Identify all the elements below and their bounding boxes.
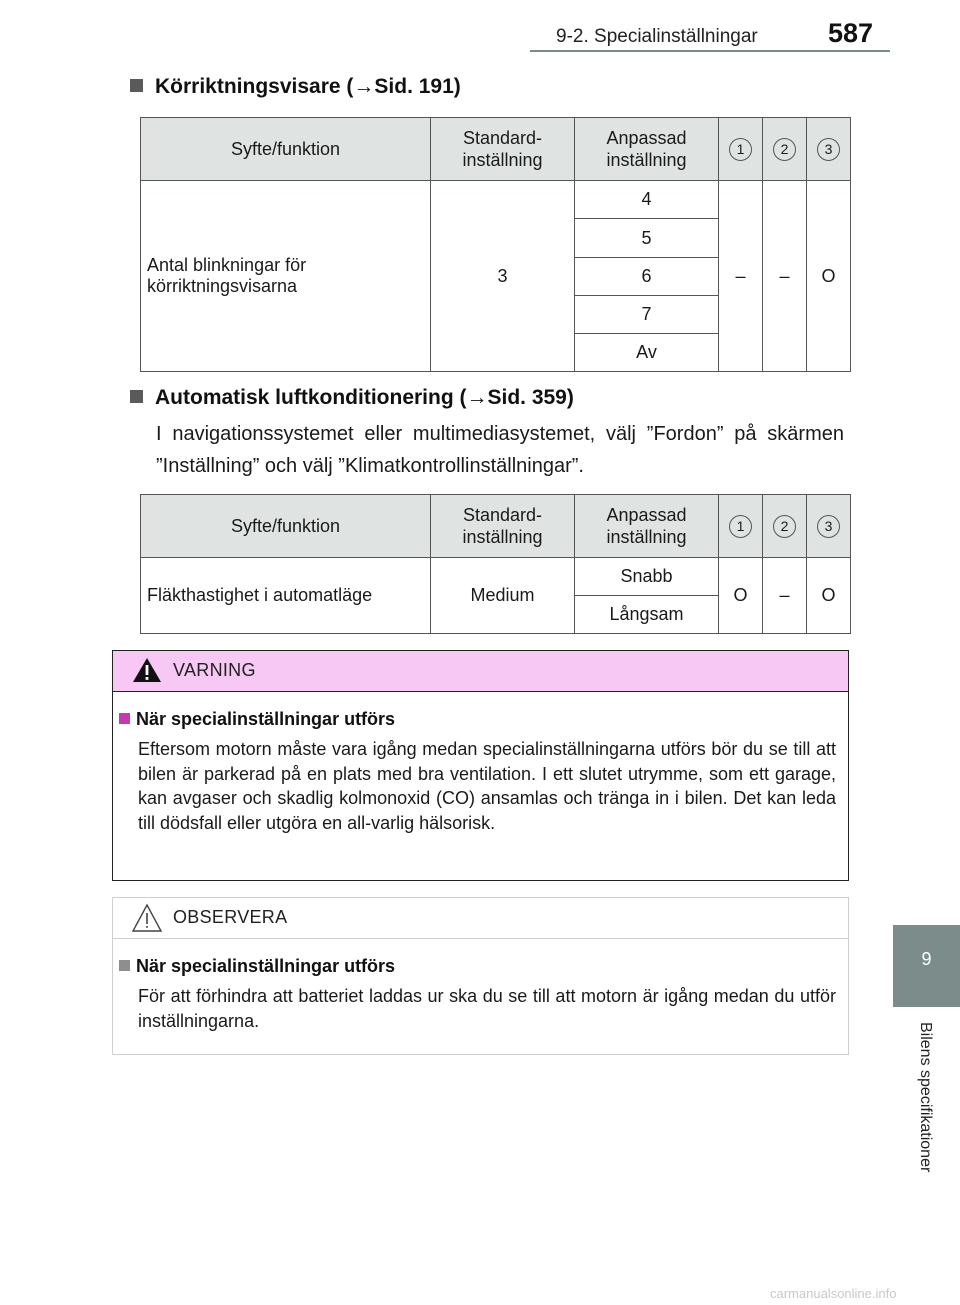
header-custom: Anpassad inställning [575, 495, 719, 558]
cell-mark-3: O [807, 181, 851, 372]
header-rule [530, 50, 890, 52]
circled-number-1-icon: 1 [729, 515, 752, 538]
chapter-tab [893, 925, 960, 1007]
cell-option: 5 [575, 219, 719, 258]
cell-option: 6 [575, 258, 719, 296]
cell-mark-1: – [719, 181, 763, 372]
cell-option: 4 [575, 181, 719, 219]
section-description: I navigationssystemet eller multimediasystemet, välj ”Fordon” på skärmen ”Inställning” och välj ”Klimatkontrollinställningar”. [156, 423, 844, 477]
chapter-tab-number: 9 [921, 949, 932, 969]
notice-title: OBSERVERA [173, 907, 288, 927]
cell-standard: Medium [431, 558, 575, 634]
cell-mark-2: – [763, 558, 807, 634]
page-reference: Sid. 359) [487, 386, 574, 409]
warning-text: Eftersom motorn måste vara igång medan specialinställningarna utförs bör du se till att bilen är parkerad på en plats med bra ventilation. I ett slutet utrymme, som ett garage, kan avgaser och skadlig kolmonoxid (CO) ansamlas och tränga in i bilen. Det kan leda till dödsfall eller utgöra en all-varlig hälsorisk. [138, 739, 836, 833]
header-col-2 [763, 118, 807, 181]
notice-text: För att förhindra att batteriet laddas ur ska du se till att motorn är igång medan du utför inställningarna. [138, 986, 836, 1031]
header-purpose: Syfte/funktion [141, 118, 431, 181]
cell-option: Långsam [575, 596, 719, 634]
cell-mark-1: O [719, 558, 763, 634]
section-heading-text: Automatisk luftkonditionering ( [155, 386, 467, 409]
cell-purpose: Fläkthastighet i automatläge [141, 558, 431, 634]
cell-option: Av [575, 334, 719, 372]
cell-option: Snabb [575, 558, 719, 596]
warning-title: VARNING [173, 660, 256, 680]
warning-box [112, 650, 849, 881]
header-custom: Anpassad inställning [575, 118, 719, 181]
square-bullet-icon [130, 390, 143, 403]
cell-standard: 3 [431, 181, 575, 372]
cell-mark-3: O [807, 558, 851, 634]
page-number: 587 [828, 18, 874, 48]
section-heading-turn-signals [130, 75, 461, 99]
notice-box-header [113, 898, 848, 939]
settings-table-climate [140, 494, 851, 634]
warning-subtitle [119, 709, 395, 730]
warning-triangle-icon [132, 656, 162, 684]
arrow-icon: → [353, 75, 375, 98]
table-row [141, 181, 851, 219]
notice-subtitle-text: När specialinställningar utförs [136, 956, 396, 976]
section-heading-text: Körriktningsvisare ( [155, 75, 354, 98]
header-section-title: 9-2. Specialinställningar [556, 26, 758, 47]
circled-number-2-icon: 2 [773, 515, 796, 538]
square-bullet-icon [130, 79, 143, 92]
circled-number-1-icon: 1 [729, 138, 752, 161]
caution-triangle-outline-icon [132, 903, 162, 933]
table-header-row [141, 495, 851, 558]
circled-number-3-icon: 3 [817, 138, 840, 161]
warning-box-header [113, 651, 848, 692]
notice-box [112, 897, 849, 1055]
header-col-2 [763, 495, 807, 558]
header-standard: Standard- inställning [431, 495, 575, 558]
table-row [141, 558, 851, 596]
cell-mark-2: – [763, 181, 807, 372]
square-bullet-icon [119, 713, 130, 724]
watermark: carmanualsonline.info [770, 1286, 897, 1301]
circled-number-2-icon: 2 [773, 138, 796, 161]
arrow-icon: → [466, 386, 488, 409]
chapter-tab-label: Bilens specifikationer [917, 1022, 934, 1173]
circled-number-3-icon: 3 [817, 515, 840, 538]
warning-subtitle-text: När specialinställningar utförs [136, 709, 396, 729]
header-col-3 [807, 118, 851, 181]
section-heading-climate [130, 386, 574, 410]
header-col-1 [719, 118, 763, 181]
header-standard: Standard- inställning [431, 118, 575, 181]
header-purpose: Syfte/funktion [141, 495, 431, 558]
header-col-3 [807, 495, 851, 558]
header-col-1 [719, 495, 763, 558]
page-reference: Sid. 191) [374, 75, 461, 98]
square-bullet-icon [119, 960, 130, 971]
settings-table-turn-signals [140, 117, 851, 372]
table-header-row [141, 118, 851, 181]
cell-option: 7 [575, 296, 719, 334]
cell-purpose: Antal blinkningar för körriktningsvisarna [141, 181, 431, 372]
notice-subtitle [119, 956, 395, 977]
